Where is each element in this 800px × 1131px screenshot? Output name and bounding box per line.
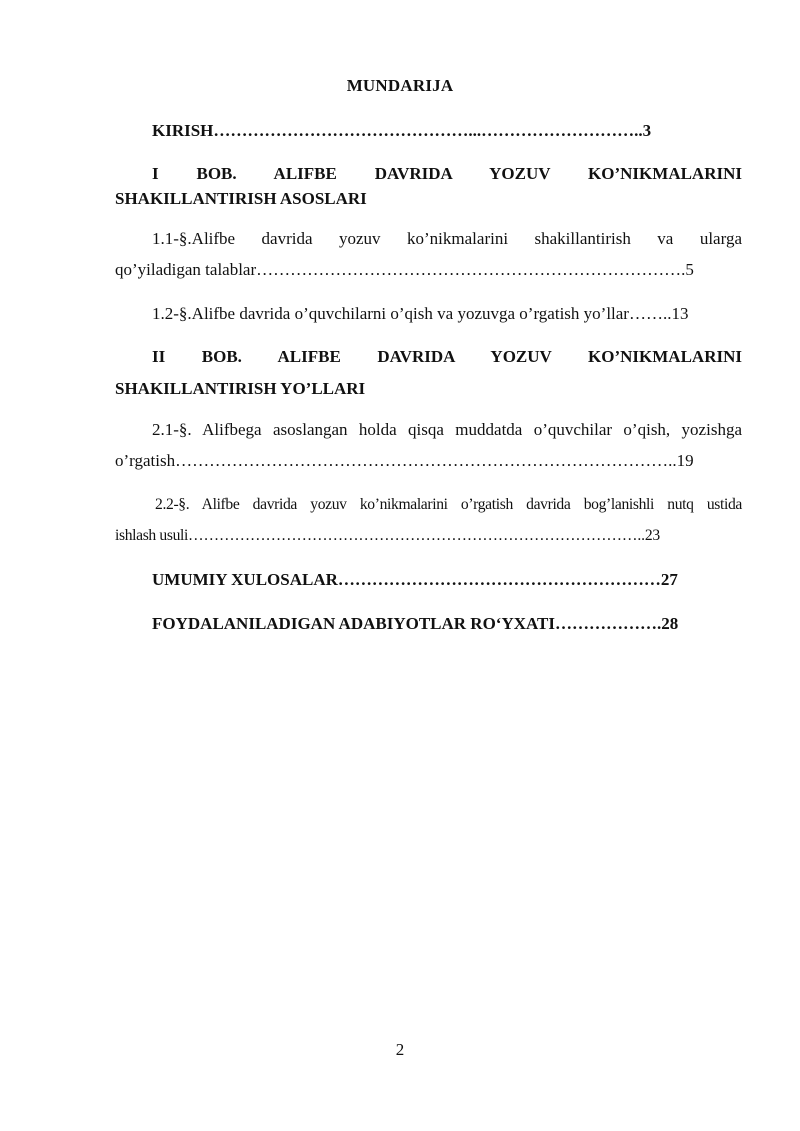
- toc-entry-label: FOYDALANILADIGAN ADABIYOTLAR RO‘YXATI: [152, 614, 555, 633]
- page-number: 2: [395, 1040, 405, 1059]
- toc-section-text: qo’yiladigan talablar: [115, 260, 257, 279]
- toc-entry-intro: [115, 117, 742, 145]
- toc-page-number: 5: [685, 260, 694, 279]
- toc-leader: ………………………………………………………………….: [256, 260, 686, 279]
- toc-entry-label: UMUMIY XULOSALAR: [152, 570, 338, 589]
- toc-section-line: 2.1-§. Alifbega asoslangan holda qisqa muddatda o’quvchilar o’qish, yozishga: [152, 420, 742, 439]
- toc-section-2-2: [115, 491, 742, 550]
- toc-leader: ……..: [628, 304, 672, 323]
- toc-section-text: 1.2-§.Alifbe davrida o’quvchilarni o’qish va yozuvga o’rgatish yo’llar: [152, 304, 629, 323]
- toc-section-text: ishlash usuli: [115, 527, 188, 544]
- toc-leader: ………………………………………...………………………..: [213, 121, 643, 140]
- toc-chapter-2: [115, 343, 742, 403]
- toc-page-number: 19: [676, 451, 694, 470]
- toc-section-text: o’rgatish: [115, 451, 176, 470]
- toc-leader: …………………………………………………: [337, 570, 661, 589]
- toc-section-2-1: [115, 416, 742, 475]
- toc-entry-label: KIRISH: [152, 121, 214, 140]
- toc-page-number: 13: [671, 304, 689, 323]
- toc-page-number: 28: [661, 614, 679, 633]
- toc-leader: ……………………………………………………………………………..: [175, 451, 677, 470]
- toc-page-number: 23: [644, 527, 660, 544]
- toc-chapter-1: [115, 160, 742, 213]
- toc-chapter-heading-line: SHAKILLANTIRISH YO’LLARI: [115, 379, 366, 398]
- toc-chapter-heading-line: II BOB. ALIFBE DAVRIDA YOZUV KO’NIKMALARINI: [152, 347, 742, 366]
- toc-entry-conclusion: [115, 566, 742, 594]
- toc-title: MUNDARIJA: [346, 76, 454, 95]
- toc-leader: ……………………………………………………………………………..: [188, 527, 645, 544]
- toc-section-1-2: [115, 300, 742, 328]
- toc-page-number: 27: [660, 570, 678, 589]
- toc-page-number: 3: [642, 121, 652, 140]
- toc-section-line: 2.2-§. Alifbe davrida yozuv ko’nikmalarini o’rgatish davrida bog’lanishli nutq ustida: [155, 496, 742, 513]
- toc-entry-bibliography: [115, 610, 742, 638]
- toc-chapter-heading-line: SHAKILLANTIRISH ASOSLARI: [115, 189, 367, 208]
- toc-section-1-1: [115, 225, 742, 284]
- toc-chapter-heading-line: I BOB. ALIFBE DAVRIDA YOZUV KO’NIKMALARINI: [152, 164, 742, 183]
- toc-leader: ……………….: [555, 614, 662, 633]
- toc-section-line: 1.1-§.Alifbe davrida yozuv ko’nikmalarini shakillantirish va ularga: [152, 229, 742, 248]
